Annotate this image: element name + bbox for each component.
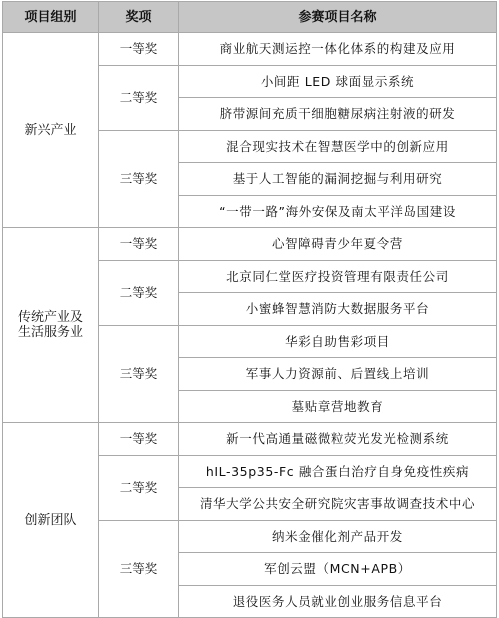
award-cell: 三等奖	[99, 130, 179, 228]
project-cell: 心智障碍青少年夏令营	[179, 228, 497, 261]
award-cell: 一等奖	[99, 228, 179, 261]
project-cell: 小蜜蜂智慧消防大数据服务平台	[179, 293, 497, 326]
project-cell: hIL-35p35-Fc 融合蛋白治疗自身免疫性疾病	[179, 455, 497, 488]
award-table	[2, 1, 497, 618]
category-cell	[3, 228, 99, 423]
project-cell: 小间距 LED 球面显示系统	[179, 65, 497, 98]
table-row	[3, 33, 497, 66]
project-cell: 华彩自助售彩项目	[179, 325, 497, 358]
award-cell: 三等奖	[99, 325, 179, 423]
header-row	[3, 2, 497, 33]
table-row	[3, 228, 497, 261]
project-cell: 脐带源间充质干细胞糖尿病注射液的研发	[179, 98, 497, 131]
award-cell: 二等奖	[99, 455, 179, 520]
project-cell: 墓贴章营地教育	[179, 390, 497, 423]
award-cell: 一等奖	[99, 423, 179, 456]
project-cell: 商业航天测运控一体化体系的构建及应用	[179, 33, 497, 66]
table-row	[3, 423, 497, 456]
project-cell: 新一代高通量磁微粒荧光发光检测系统	[179, 423, 497, 456]
header-award: 奖项	[99, 2, 179, 33]
project-cell: “一带一路”海外安保及南太平洋岛国建设	[179, 195, 497, 228]
header-project: 参赛项目名称	[179, 2, 497, 33]
project-cell: 军事人力资源前、后置线上培训	[179, 358, 497, 391]
category-line: 传统产业及	[17, 310, 83, 325]
category-cell: 创新团队	[3, 423, 99, 618]
award-cell: 三等奖	[99, 520, 179, 618]
project-cell: 清华大学公共安全研究院灾害事故调查技术中心	[179, 488, 497, 521]
project-cell: 基于人工智能的漏洞挖掘与利用研究	[179, 163, 497, 196]
project-cell: 混合现实技术在智慧医学中的创新应用	[179, 130, 497, 163]
category-line: 生活服务业	[17, 325, 83, 340]
award-cell: 二等奖	[99, 65, 179, 130]
header-category: 项目组别	[3, 2, 99, 33]
category-cell: 新兴产业	[3, 33, 99, 228]
project-cell: 纳米金催化剂产品开发	[179, 520, 497, 553]
project-cell: 北京同仁堂医疗投资管理有限责任公司	[179, 260, 497, 293]
project-cell: 军创云盟（MCN+APB）	[179, 553, 497, 586]
project-cell: 退役医务人员就业创业服务信息平台	[179, 585, 497, 618]
award-cell: 一等奖	[99, 33, 179, 66]
award-cell: 二等奖	[99, 260, 179, 325]
